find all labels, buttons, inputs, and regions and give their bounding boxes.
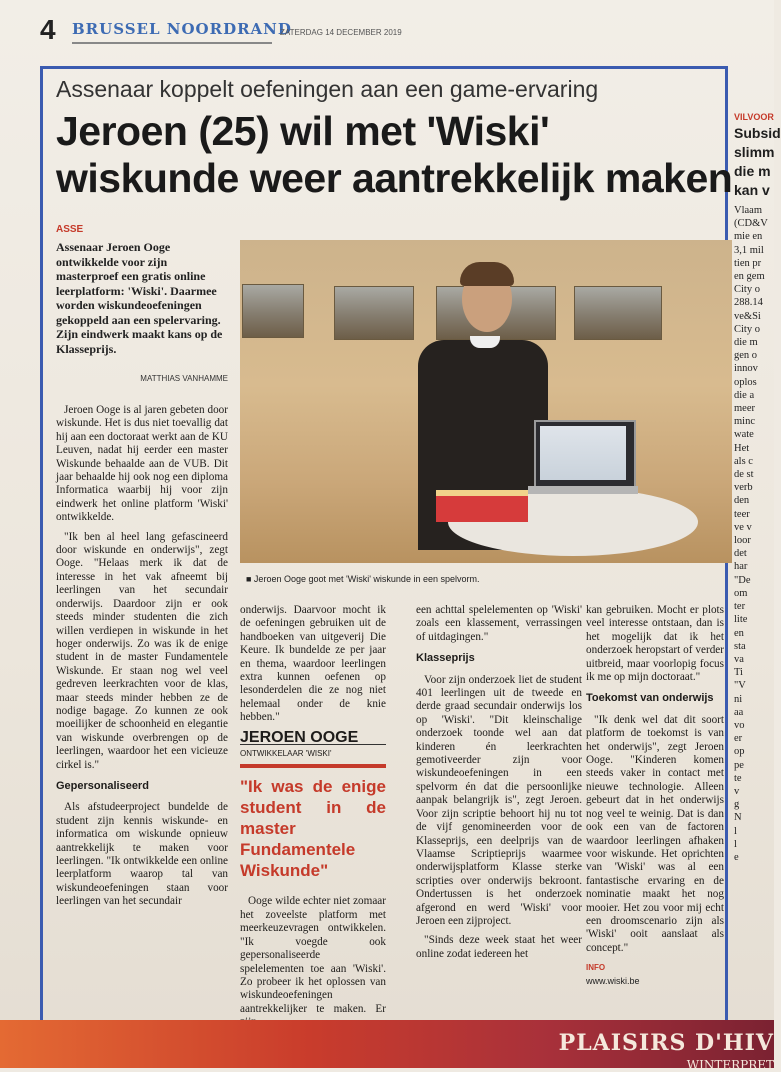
page-number: 4	[40, 14, 56, 45]
section-name: BRUSSEL NOORDRAND	[72, 20, 292, 38]
adjacent-body-line: 3,1 mil	[734, 244, 764, 256]
article-lead: Assenaar Jeroen Ooge ontwikkelde voor zijn masterproef een gratis online leerplatform: 'Wiski'. Daarmee worden wiskundeoefeningen gekoppeld aan een spelervaring. Zijn eindwerk maakt kans op de Klasseprijs.	[56, 240, 223, 356]
adjacent-body-line: ve v	[734, 521, 752, 533]
subheading: Gepersonaliseerd	[56, 779, 149, 792]
adjacent-body-line: ve&Si	[734, 310, 761, 322]
paragraph: "Ik denk wel dat dit soort platform de toekomst is van het onderwijs", zegt Jeroen Ooge. "Kinderen komen steeds vaker in contact met nieuwe technologie. Alleen gebeurt dat in het onderwijs nog veel te weinig. Dat is dan ook een van de factoren waardoor leerlingen afhaken voor wiskunde. Het oprichten van 'Wiski' was al een fantastische ervaring en de nominatie maakt het nog mooier. Het zou voor mij echt een droomscenario zijn als 'Wiski' ooit aanslaat als concept."	[586, 713, 724, 954]
laptop-keyboard	[528, 486, 638, 494]
article-photo	[240, 240, 732, 563]
paragraph: "Sinds deze week staat het weer online zodat iedereen het	[416, 934, 582, 960]
ad-subtitle: WINTERPRET	[686, 1058, 774, 1072]
headline-line-2: wiskunde weer aantrekkelijk maken	[56, 155, 733, 201]
adjacent-body-line: teer	[734, 508, 750, 520]
adjacent-body-line: en	[734, 627, 744, 639]
wall-painting-2	[334, 286, 414, 340]
adjacent-body-line: te	[734, 772, 742, 784]
info-label: INFO	[586, 963, 606, 973]
adjacent-body-line: om	[734, 587, 748, 599]
book-stack	[436, 490, 528, 522]
subheading: Klasseprijs	[416, 652, 475, 665]
paragraph: Ooge wilde echter niet zomaar het zoveelste platform met meerkeuzevragen ontwikkelen. "Ik voegde ook gepersonaliseerde spelelementen toe aan 'Wiski'. Zo probeer ik het oplossen van wiskundeoefeningen aantrekkelijker te maken. Er	[240, 895, 386, 1015]
adjacent-headline-line: die m	[734, 163, 771, 179]
article-headline	[56, 108, 733, 202]
quote-bar	[240, 764, 386, 768]
column-2	[240, 604, 386, 1024]
adjacent-body-line: er	[734, 733, 743, 745]
adjacent-body-line: aa	[734, 706, 744, 718]
adjacent-body-line: l	[734, 825, 737, 837]
location-tag: ASSE	[56, 224, 84, 235]
quote-name: JEROEN OOGE	[240, 728, 359, 746]
issue-date: ZATERDAG 14 DECEMBER 2019	[280, 28, 402, 37]
adjacent-body-line: lite	[734, 614, 748, 626]
info-link[interactable]: www.wiski.be	[586, 975, 640, 986]
adjacent-body-line: loor	[734, 535, 751, 547]
adjacent-body-line: ter	[734, 601, 746, 613]
photo-caption: ■ Jeroen Ooge goot met 'Wiski' wiskunde in een spelvorm.	[246, 574, 480, 584]
adjacent-body-line: op	[734, 746, 745, 758]
adjacent-body-line: det	[734, 548, 747, 560]
laptop-ui	[540, 426, 626, 480]
adjacent-body-line: sta	[734, 640, 746, 652]
adjacent-body-line: die a	[734, 389, 755, 401]
wall-painting-4	[574, 286, 662, 340]
adjacent-body-line: Ti	[734, 667, 743, 679]
adjacent-body-line: v	[734, 785, 740, 797]
paragraph: Jeroen Ooge is al jaren gebeten door wiskunde. Het is dus niet toevallig dat hij aan een doctoraat werkt aan de KU Leuven, nadat hij eerder een master Wiskunde behaalde aan de VUB. Dit jaar behaalde hij ook nog een diploma Informatica waarbij hij voor zijn eindwerk het online platform 'Wiski' ontwikkelde.	[56, 404, 228, 524]
adjacent-headline-line: slimm	[734, 144, 775, 160]
person-hair	[460, 262, 514, 286]
ad-title: PLAISIRS D'HIV	[558, 1030, 774, 1056]
adjacent-body-line: verb	[734, 482, 753, 494]
adjacent-body-line: wate	[734, 429, 754, 441]
adjacent-body-line: e	[734, 851, 739, 863]
adjacent-body-line: oplos	[734, 376, 757, 388]
page-header	[40, 14, 640, 54]
adjacent-body-line: (CD&V	[734, 218, 768, 230]
adjacent-body-line: City o	[734, 284, 760, 296]
adjacent-body-line: minc	[734, 416, 755, 428]
adjacent-body-line: innov	[734, 363, 758, 375]
paragraph: "Ik ben al heel lang gefascineerd door wiskunde en onderwijs", zegt Ooge. "Helaas merk ik dat de interesse in het vak afneemt bij leerlingen van het secundair onderwijs. Daardoor zijn er ook steeds minder studenten die zich willen verdiepen in wiskunde in het hoger onderwijs. Zo was ik de enige student in de master Fundamentele Wiskunde. Er staan nog wel veel gedreven leerkrachten voor de klas, maar steeds minder hebben ze de nodige bagage. Zo kunnen ze ook moeilijker de schoonheid en elegantie van wiskunde overbrengen op de leerlingen, waardoor het een vicieuze cirkel is."	[56, 530, 228, 771]
headline-line-1: Jeroen (25) wil met 'Wiski'	[56, 108, 550, 154]
adjacent-body-line: "V	[734, 680, 746, 692]
paragraph: een achttal spelelementen op 'Wiski' zoals een klassement, verrassingen of uitdagingen."	[416, 604, 582, 643]
byline: MATTHIAS VANHAMME	[140, 374, 228, 383]
adjacent-body-line: l	[734, 838, 737, 850]
adjacent-headline-line: kan v	[734, 182, 770, 198]
adjacent-body	[734, 204, 774, 864]
pull-quote: "Ik was de enige student in de master Fundamentele Wiskunde"	[240, 777, 386, 881]
subheading: Toekomst van onderwijs	[586, 692, 714, 705]
adjacent-body-line: pe	[734, 759, 744, 771]
column-4	[586, 604, 724, 1024]
adjacent-body-line: de st	[734, 469, 754, 481]
paragraph: Als afstudeerproject bundelde de student zijn kennis wiskunde- en informatica om wiskunde opnieuw aantrekkelijk te maken voor leerlingen. "Ik ontwikkelde een online leerplatform waarop tal van wiskundeoefeningen staan voor leerlingen van het secundair	[56, 801, 228, 908]
paragraph: onderwijs. Daarvoor mocht ik de oefeningen gebruiken uit de handboeken van uitgeverij Die Keure. Ik bundelde ze per jaar en thema, waardoor leerlingen extra kunnen oefenen op lesonderdelen die ze nog niet helemaal onder de knie hebben."	[240, 604, 386, 724]
adjacent-body-line: City o	[734, 323, 760, 335]
adjacent-body-line: Vlaam	[734, 205, 762, 216]
adjacent-body-line: 288.14	[734, 297, 763, 309]
advertisement-banner	[0, 1020, 774, 1072]
adjacent-body-line: gen o	[734, 350, 758, 362]
adjacent-body-line: die m	[734, 337, 758, 349]
column-3	[416, 604, 582, 1024]
header-rule	[72, 42, 272, 44]
adjacent-body-line: Het	[734, 442, 750, 454]
paragraph: Voor zijn onderzoek liet de student 401 leerlingen uit de tweede en derde graad secundair onderwijs los op 'Wiski'. "Dit kleinschalige onderzoek toonde wel aan dat kinderen én leerkrachten gemotiveerder zijn voor wiskundeoefeningen in een spelvorm én dat die persoonlijke aanpak belangrijk is", zegt Jeroen. Voor zijn scriptie behoort hij nu tot de vijf genomineerden voor de Klasseprijs, een deelprijs van de Vlaamse Scriptieprijs waarmee onderwijsplatform Klasse sterke scripties over onderwijs bekroont. Ondertussen is het onderzoek afgerond en werd 'Wiski' voor Jeroen een zijproject.	[416, 673, 582, 927]
adjacent-body-line: als c	[734, 455, 753, 467]
quote-role: ONTWIKKELAAR 'WISKI'	[240, 744, 386, 760]
adjacent-body-line: "De	[734, 574, 751, 586]
column-1	[56, 404, 228, 1024]
adjacent-body-line: tien pr	[734, 257, 762, 269]
paragraph: kan gebruiken. Mocht er plots veel interesse ontstaan, dan is het mogelijk dat ik het onderzoek heropstart of verder uitbreid, maar voorlopig focus ik me op mijn doctoraat."	[586, 604, 724, 684]
adjacent-body-line: den	[734, 495, 750, 507]
adjacent-body-line: g	[734, 799, 740, 811]
adjacent-body-line: en gem	[734, 271, 765, 283]
adjacent-body-line: vo	[734, 719, 745, 731]
wall-painting-1	[242, 284, 304, 338]
adjacent-body-line: va	[734, 653, 744, 665]
adjacent-body-line: ni	[734, 693, 743, 705]
adjacent-body-line: har	[734, 561, 748, 573]
adjacent-body-line: mie en	[734, 231, 763, 243]
shirt-collar	[470, 336, 500, 348]
adjacent-article	[734, 112, 781, 1012]
adjacent-headline-line: Subsid	[734, 125, 781, 141]
adjacent-headline	[734, 124, 781, 200]
article-kicker: Assenaar koppelt oefeningen aan een game-ervaring	[56, 76, 599, 102]
adjacent-body-line: meer	[734, 403, 755, 415]
adjacent-tag: VILVOOR	[734, 112, 774, 122]
adjacent-body-line: N	[734, 812, 742, 824]
